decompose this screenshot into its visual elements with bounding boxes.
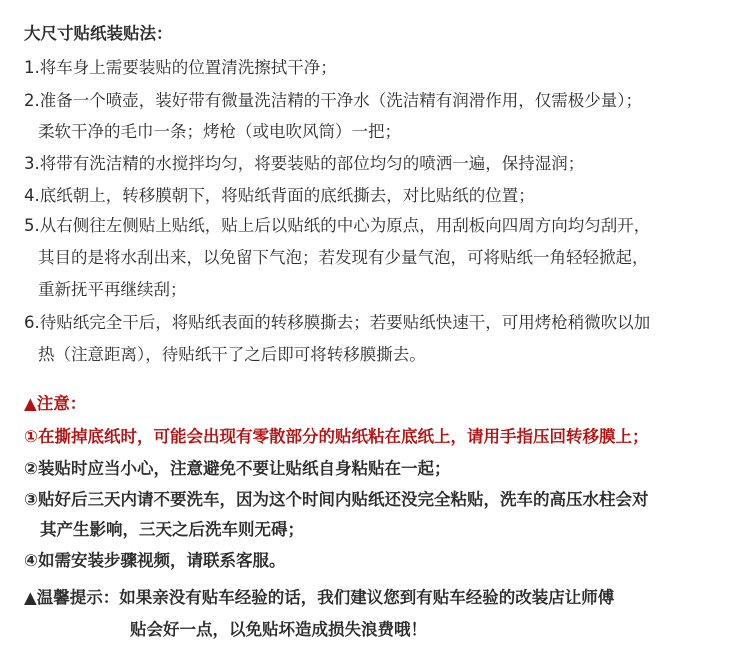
tip-line-2: 贴会好一点，以免贴坏造成损失浪费哦！: [130, 620, 427, 639]
step-2-continued: 柔软干净的毛巾一条；烤枪（或电吹风筒）一把；: [38, 122, 401, 141]
tip-line-1: ▲温馨提示：如果亲没有贴车经验的话，我们建议您到有贴车经验的改装店让师傅: [24, 588, 615, 607]
instruction-title: 大尺寸贴纸装贴法：: [24, 24, 173, 43]
step-4: 4.底纸朝上，转移膜朝下，将贴纸背面的底纸撕去，对比贴纸的位置；: [24, 186, 535, 205]
note-4: ④如需安装步骤视频，请联系客服。: [24, 551, 286, 570]
note-1: ①在撕掉底纸时，可能会出现有零散部分的贴纸粘在底纸上，请用手指压回转移膜上；: [24, 427, 649, 446]
step-5-continued-2: 重新抚平再继续刮；: [38, 280, 187, 299]
note-3-continued: 其产生影响，三天之后洗车则无碍；: [40, 520, 304, 539]
notes-title: ▲注意：: [24, 394, 87, 413]
note-2: ②装贴时应当小心，注意避免不要让贴纸自身粘贴在一起；: [24, 459, 451, 478]
step-6-continued: 热（注意距离），待贴纸干了之后即可将转移膜撕去。: [38, 345, 426, 364]
step-3: 3.将带有洗洁精的水搅拌均匀，将要装贴的部位均匀的喷洒一遍，保持湿润；: [24, 154, 585, 173]
note-3: ③贴好后三天内请不要洗车，因为这个时间内贴纸还没完全粘贴，洗车的高压水柱会对: [24, 490, 649, 509]
step-6: 6.待贴纸完全干后，将贴纸表面的转移膜撕去；若要贴纸快速干，可用烤枪稍微吹以加: [24, 313, 651, 332]
step-5: 5.从右侧往左侧贴上贴纸，贴上后以贴纸的中心为原点，用刮板向四周方向均匀刮开，: [24, 216, 651, 235]
step-5-continued-1: 其目的是将水刮出来，以免留下气泡；若发现有少量气泡，可将贴纸一角轻轻掀起，: [38, 248, 649, 267]
step-1: 1.将车身上需要装贴的位置清洗擦拭干净；: [24, 58, 337, 77]
step-2: 2.准备一个喷壶，装好带有微量洗洁精的干净水（洗洁精有润滑作用，仅需极少量）；: [24, 91, 642, 110]
